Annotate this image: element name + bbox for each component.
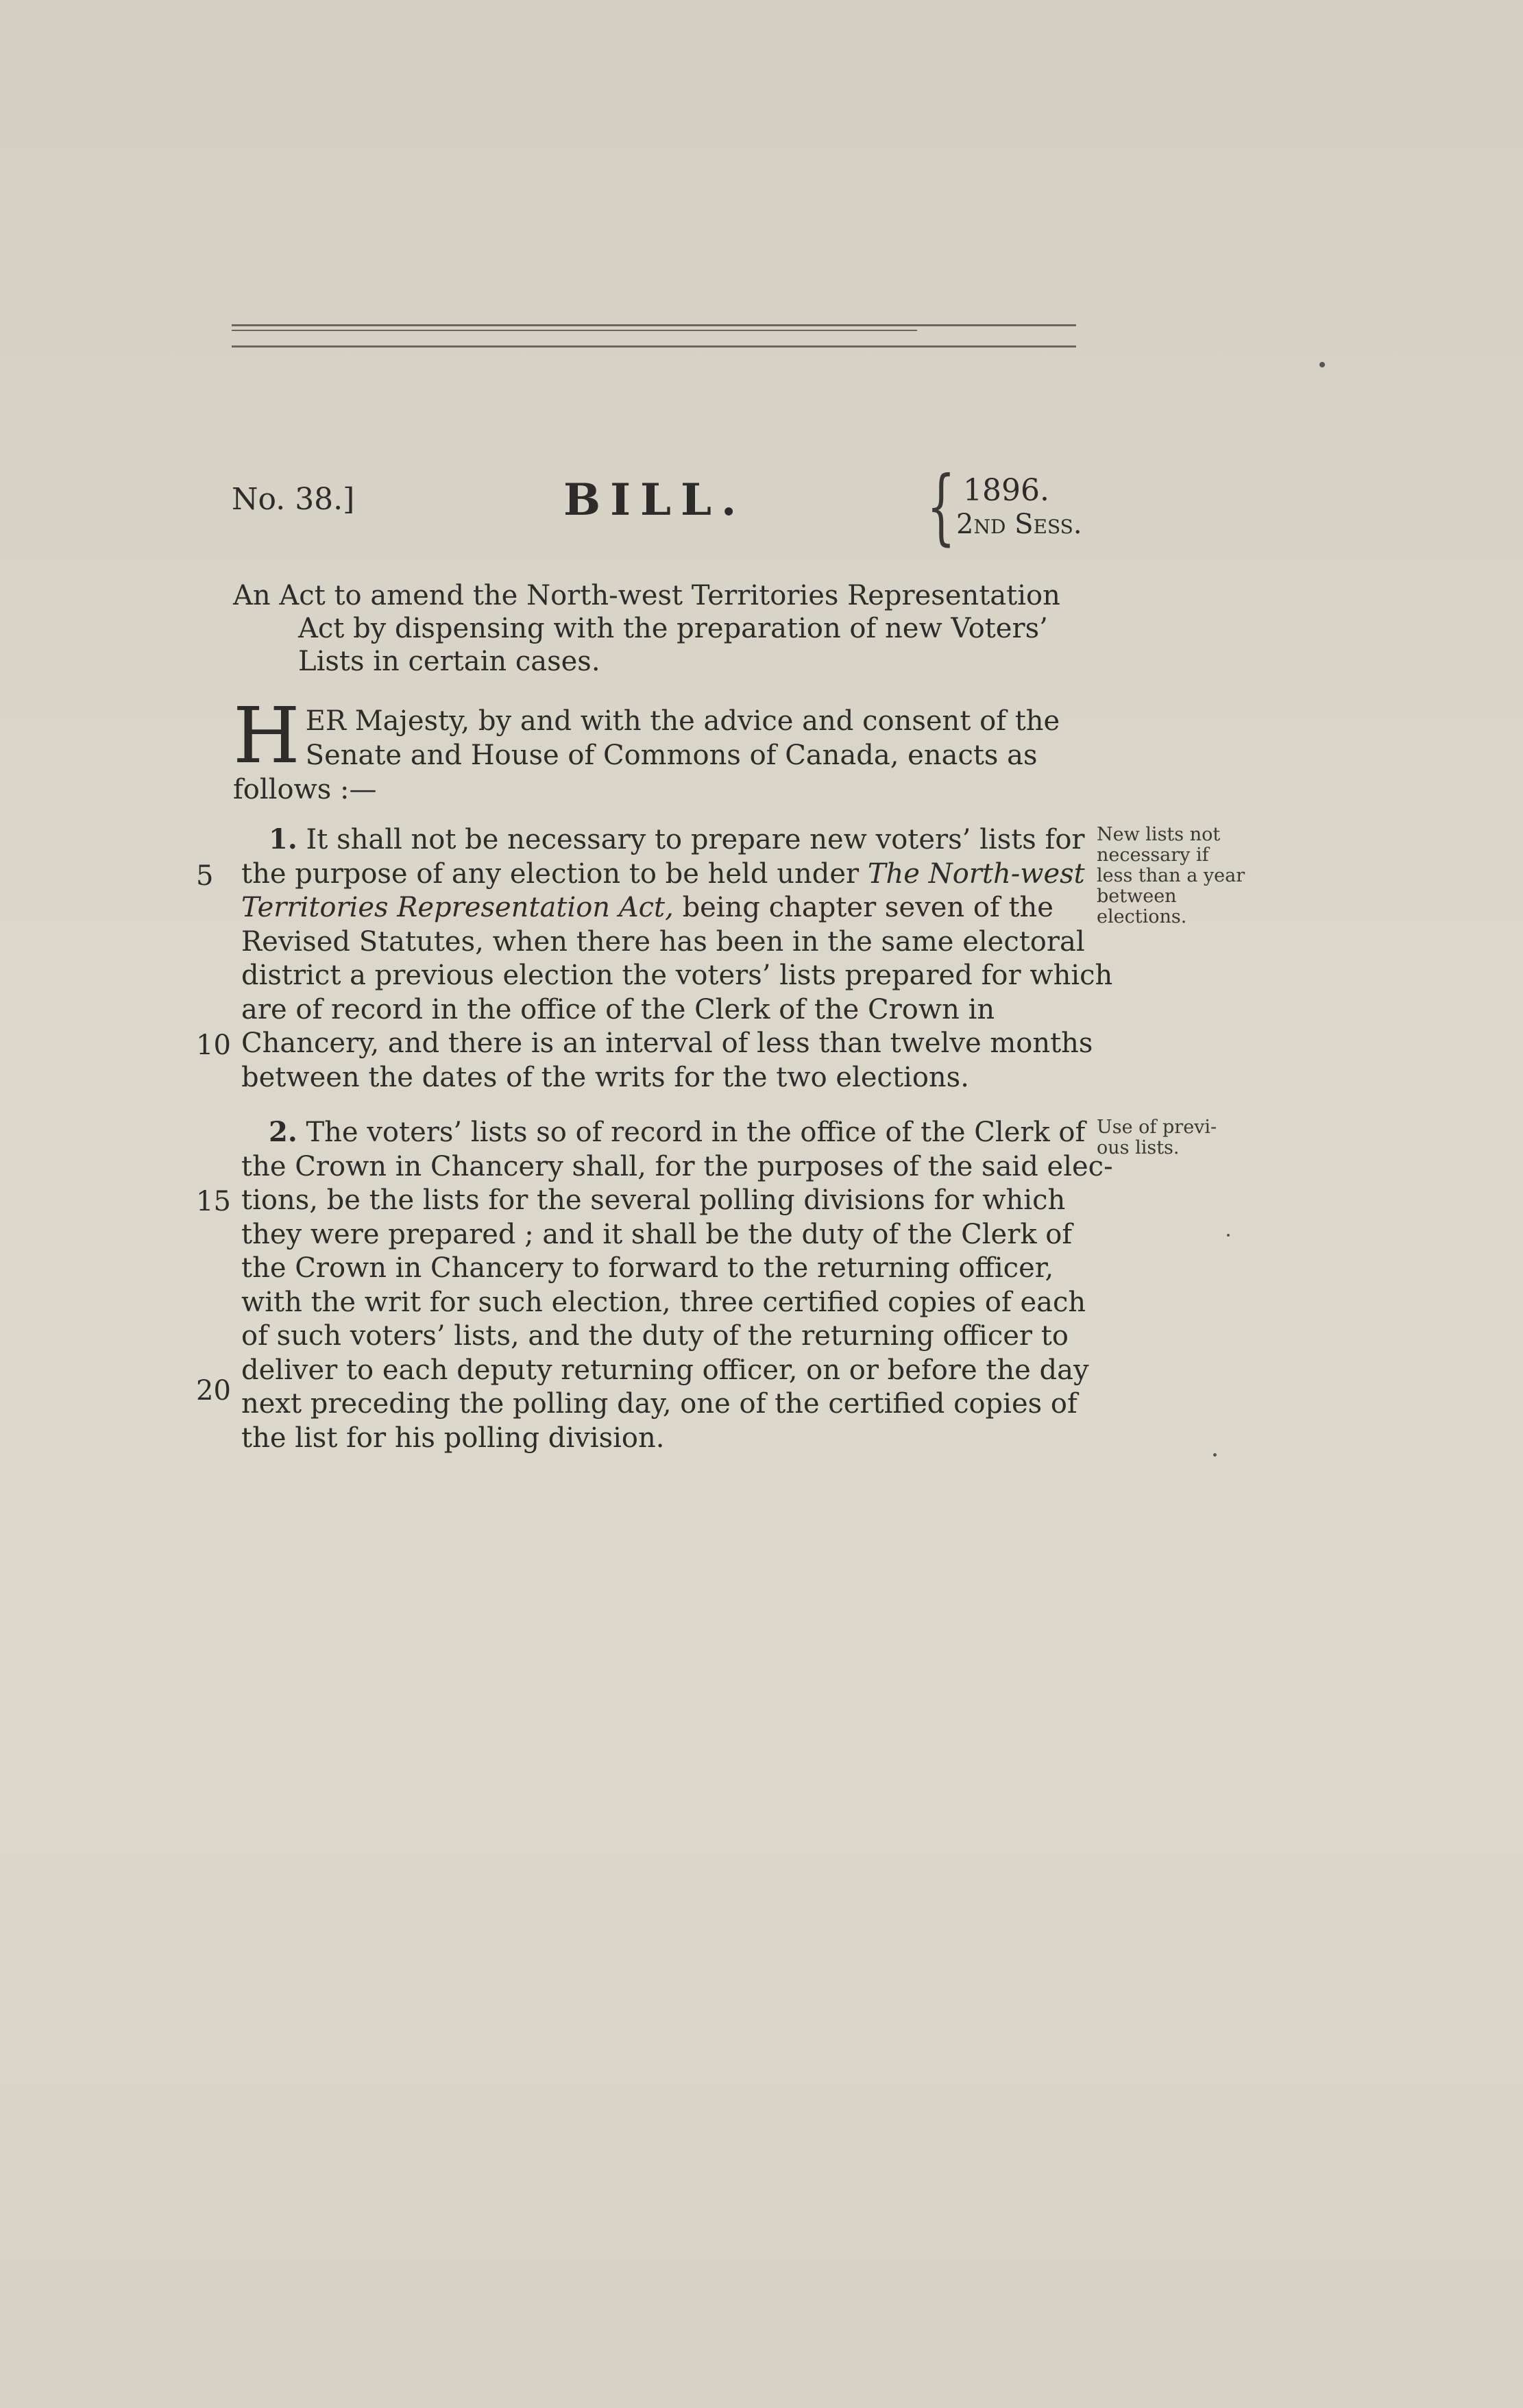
paper-speck xyxy=(1227,1234,1230,1237)
drop-cap: H xyxy=(233,692,300,781)
section-line: Chancery, and there is an interval of less than twelve months xyxy=(241,1027,1093,1059)
section-1 xyxy=(241,823,1113,1095)
section-number: 1. xyxy=(269,823,297,855)
enacting-clause xyxy=(233,692,1083,807)
section-line: Revised Statutes, when there has been in the same electoral xyxy=(241,925,1085,958)
bill-number: No. 38.] xyxy=(232,482,355,517)
section-line: the list for his polling division. xyxy=(241,1422,665,1454)
section-line: the Crown in Chancery to forward to the returning officer, xyxy=(241,1252,1054,1284)
top-rule-lower xyxy=(232,345,1076,348)
long-title-line: Act by dispensing with the preparation of new Voters’ xyxy=(298,613,1048,644)
margin-note-2: Use of previ- ous lists. xyxy=(1097,1117,1217,1158)
section-line: 2. The voters’ lists so of record in the office of the Clerk of xyxy=(269,1116,1086,1148)
bill-title: BILL. xyxy=(563,474,746,526)
section-line: with the writ for such election, three certified copies of each xyxy=(241,1286,1086,1318)
section-line: the purpose of any election to be held under The North-west xyxy=(241,858,1085,890)
section-line: of such voters’ lists, and the duty of the returning officer to xyxy=(241,1320,1069,1352)
enacting-line: Senate and House of Commons of Canada, enacts as xyxy=(305,740,1038,771)
enacting-line: ER Majesty, by and with the advice and consent of the xyxy=(305,705,1060,737)
section-line: between the dates of the writs for the two elections. xyxy=(241,1061,969,1093)
line-number: 5 xyxy=(196,860,214,892)
bill-session: 2nd Sess. xyxy=(956,509,1082,540)
top-rule-thin xyxy=(232,330,917,331)
section-line: are of record in the office of the Clerk of the Crown in xyxy=(241,993,995,1025)
line-number: 10 xyxy=(196,1030,231,1061)
top-rule xyxy=(232,324,1076,326)
section-line: deliver to each deputy returning officer, on or before the day xyxy=(241,1354,1089,1386)
enacting-line: follows :— xyxy=(233,774,377,805)
section-line: next preceding the polling day, one of the certified copies of xyxy=(241,1388,1077,1420)
brace-glyph: { xyxy=(927,459,955,555)
section-line: the Crown in Chancery shall, for the purposes of the said elec- xyxy=(241,1150,1113,1182)
section-line: they were prepared ; and it shall be the duty of the Clerk of xyxy=(241,1218,1073,1250)
paper-speck xyxy=(1213,1453,1217,1457)
line-number: 15 xyxy=(196,1186,231,1217)
paper-speck xyxy=(1319,362,1325,367)
bill-year: 1896. xyxy=(963,473,1049,508)
long-title xyxy=(233,579,1083,678)
section-2 xyxy=(241,1115,1113,1455)
section-line: tions, be the lists for the several polling divisions for which xyxy=(241,1184,1066,1216)
section-number: 2. xyxy=(269,1116,297,1148)
section-line: Territories Representation Act, being chapter seven of the xyxy=(241,892,1053,923)
margin-note-1: New lists not necessary if less than a year between elections. xyxy=(1097,824,1245,927)
line-number: 20 xyxy=(196,1375,231,1407)
long-title-line: An Act to amend the North-west Territories Representation xyxy=(233,580,1060,611)
section-line: 1. It shall not be necessary to prepare new voters’ lists for xyxy=(269,823,1085,855)
section-line: district a previous election the voters’ lists prepared for which xyxy=(241,960,1113,991)
long-title-line: Lists in certain cases. xyxy=(298,646,600,677)
